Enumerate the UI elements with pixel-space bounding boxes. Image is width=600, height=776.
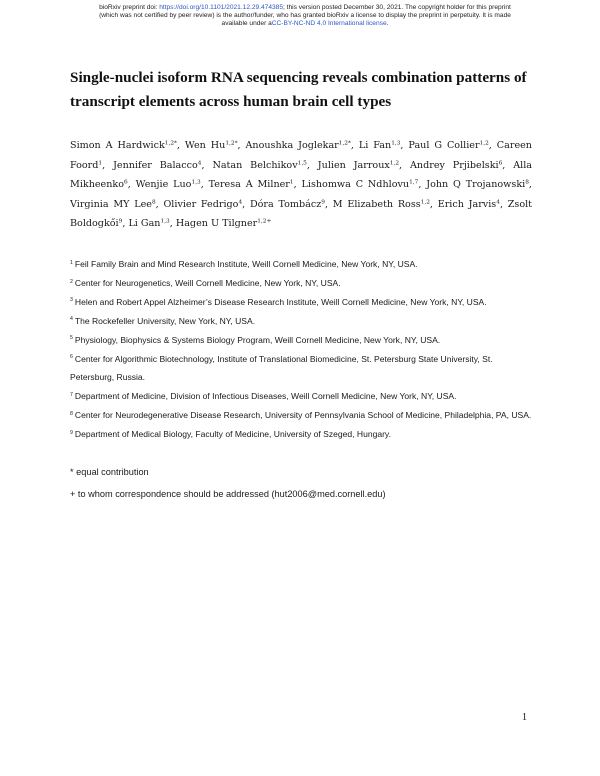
author (438, 199, 500, 210)
author (176, 218, 271, 229)
affiliation-text: Helen and Robert Appel Alzheimer’s Disease Research Institute, Weill Cornell Medicine, New York, NY, USA. (74, 296, 487, 307)
author-name: Alla Mikheenko (70, 159, 533, 191)
author (318, 160, 399, 171)
author (70, 199, 156, 210)
affiliation-text: Center for Neurogenetics, Weill Cornell Medicine, New York, NY, USA. (74, 277, 341, 288)
affiliation-text: Department of Medical Biology, Faculty of Medicine, University of Szeged, Hungary. (74, 429, 391, 440)
author-notes (70, 461, 540, 505)
affiliation-text: Department of Medicine, Division of Infectious Diseases, Weill Cornell Medicine, New York, NY, USA. (74, 391, 457, 402)
affiliation-number: 5 (70, 335, 73, 342)
affiliation-number: 3 (70, 297, 73, 304)
author-affiliation-marker: 1,2* (225, 140, 238, 147)
affiliation-number: 2 (70, 278, 73, 285)
author (408, 140, 488, 151)
author (128, 218, 169, 229)
affiliation-number: 6 (70, 354, 73, 361)
author-affiliation-marker: 1,7 (409, 179, 419, 186)
author-affiliation-marker: 1,3 (160, 218, 170, 225)
author-affiliation-marker: 8 (151, 199, 156, 206)
author-name: Wenjie Luo (135, 179, 192, 191)
affiliation-number: 7 (70, 391, 73, 398)
affiliation-number: 8 (70, 410, 73, 417)
affiliation-number: 9 (70, 429, 73, 436)
affiliation-item (70, 387, 532, 406)
author-affiliation-marker: 1,2 (389, 160, 400, 166)
author-affiliation-marker: 1,2* (338, 140, 351, 147)
author (113, 160, 201, 171)
author-affiliation-marker: 1 (289, 179, 294, 186)
author-affiliation-marker: 1,5 (297, 160, 307, 166)
author-name: Dóra Tombácz (249, 198, 322, 210)
affiliation-text: Feil Family Brain and Mind Research Institute, Weill Cornell Medicine, New York, NY, USA. (74, 259, 418, 269)
author-affiliation-marker: 6 (124, 179, 128, 186)
author-affiliation-marker: 1,3 (391, 140, 401, 147)
doi-link[interactable]: https://doi.org/10.1101/2021.12.29.474385 (159, 4, 284, 11)
affiliation-list (70, 255, 532, 444)
affiliation-item (70, 425, 532, 444)
author-name: Paul G Collier (408, 140, 480, 151)
author-name: Lishomwa C Ndhlovu (301, 179, 410, 191)
author-name: Jennifer Balacco (113, 159, 198, 171)
author-name: Virginia MY Lee (70, 198, 152, 210)
author-name: Teresa A Milner (208, 179, 290, 191)
license-link[interactable]: CC-BY-NC-ND 4.0 International license (271, 20, 387, 27)
equal-contribution-note: * equal contribution (70, 467, 149, 477)
author (209, 179, 294, 190)
author-affiliation-marker: 1 (98, 160, 103, 166)
affiliation-item (70, 331, 532, 350)
affiliation-item (70, 406, 532, 425)
author-affiliation-marker: 9 (321, 199, 325, 206)
author-name: John Q Trojanowski (426, 179, 526, 191)
author-affiliation-marker: 1,3 (191, 179, 201, 186)
notice-line-2: (which was not certified by peer review) is the author/funder, who has granted bioRxiv a license to display the preprint in perpetuity. It is made (99, 12, 511, 19)
author-name: Anoushka Joglekar (245, 140, 339, 151)
affiliation-item (70, 255, 532, 274)
affiliation-text: The Rockefeller University, New York, NY, USA. (74, 315, 256, 326)
author (359, 140, 401, 151)
author-name: Careen Foord (70, 140, 532, 171)
affiliation-text: Physiology, Biophysics & Systems Biology Program, Weill Cornell Medicine, New York, NY, USA. (74, 334, 441, 345)
correspondence-note: + to whom correspondence should be addressed (hut2006@med.cornell.edu) (70, 489, 386, 499)
preprint-notice (40, 4, 570, 28)
author (185, 140, 238, 151)
license-prefix: available under a (221, 20, 272, 27)
author-name: Erich Jarvis (437, 198, 497, 210)
notice-suffix: ; this version posted December 30, 2021. The copyright holder for this preprint (283, 4, 511, 11)
author-list: Simon A Hardwick$^{1,2*}$, Wen $Hu^{1,2*}$, Anoushka Joglekar$^{1,2*}$, Li Fan$^{1,3}$, Paul G Collier$^{1,2}$, Careen Foord$^1$, Jennifer Balacco$^4$, Natan Belchikov$^{1,5}$, Julien Jarroux$^{1,2}$, Andrey Prjibelski$^6$, Alla Mikheenko$^6$, Wenjie Luo$^{1,3}$, Teresa A Milner$^1$, Lishomwa C Ndhlovu$^{1,7}$, John Q Trojanowski$^8$, Virginia MY Lee$^8$, Olivier Fedrigo$^4$, Dóra Tombácz$^9$, M Elizabeth Ross$^{1,2}$, Erich Jarvis$^4$, Zsolt Boldogkői$^9$, Li Gan$^{1,3}$, Hagen U Tilgner$^{1,2+}$ (70, 140, 533, 230)
author (302, 179, 419, 190)
affiliation-number: 4 (70, 316, 73, 323)
affiliation-text: Center for Neurodegenerative Disease Research, University of Pennsylvania School of Medicine, Philadelphia, PA, USA. (74, 410, 532, 421)
page-number: 1 (522, 712, 527, 723)
author-name: Andrey Prjibelski (409, 159, 499, 171)
author-affiliation-marker: 8 (525, 179, 529, 186)
author (426, 179, 529, 190)
author (212, 160, 306, 171)
affiliation-item (70, 274, 532, 293)
author-affiliation-marker: 1,2+ (257, 218, 272, 225)
author-name: Natan Belchikov (212, 159, 298, 171)
author-name: Hagen U Tilgner (175, 218, 258, 230)
author-name: Li Fan (358, 140, 392, 151)
affiliation-item (70, 312, 532, 331)
author-affiliation-marker: 4 (197, 160, 202, 166)
author-affiliation-marker: 6 (498, 160, 503, 166)
author-name: Simon A Hardwick (70, 140, 165, 151)
author-name: Julien Jarroux (317, 159, 390, 171)
notice-line-1 (40, 4, 570, 12)
notice-prefix: bioRxiv preprint doi: (99, 4, 160, 11)
paper-title: Single-nuclei isoform RNA sequencing reveals combination patterns of transcript elements across human brain cell types (70, 69, 527, 110)
author-affiliation-marker: 4 (496, 199, 500, 206)
affiliation-item (70, 293, 532, 312)
author-name: M Elizabeth Ross (332, 198, 421, 210)
author-affiliation-marker: 1,2* (164, 140, 177, 147)
notice-line-3 (40, 20, 570, 28)
affiliation-item (70, 350, 532, 388)
author-affiliation-marker: 4 (238, 199, 243, 206)
license-suffix: . (386, 20, 389, 27)
author (163, 199, 242, 210)
author-name: Li Gan (128, 218, 161, 230)
author (136, 179, 201, 190)
author (70, 140, 177, 151)
author-name: Olivier Fedrigo (163, 198, 239, 210)
author-affiliation-marker: 1,2 (479, 140, 489, 147)
author (250, 199, 325, 210)
author-affiliation-marker: 9 (118, 218, 123, 225)
affiliation-text: Center for Algorithmic Biotechnology, Institute of Translational Biomedicine, St. Petersburg State University, St. Petersburg, Russia. (70, 353, 493, 383)
affiliation-number: 1 (70, 259, 73, 266)
author-name: Wen Hu (184, 140, 226, 151)
author-affiliation-marker: 1,2 (420, 199, 430, 206)
author-name: Zsolt Boldogkői (70, 198, 533, 230)
author (410, 160, 502, 171)
author (245, 140, 350, 151)
author (333, 199, 430, 210)
